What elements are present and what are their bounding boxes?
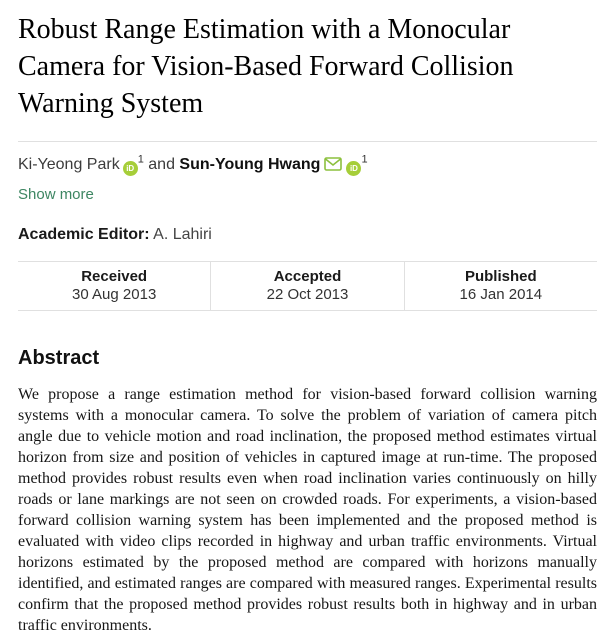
dates-table (18, 261, 597, 311)
published-label: Published (464, 268, 537, 285)
published-column (404, 262, 597, 310)
received-label: Received (81, 268, 148, 285)
authors-connector: and (143, 156, 180, 173)
envelope-icon[interactable] (324, 157, 342, 176)
title-divider (18, 141, 597, 142)
academic-editor-line (18, 226, 597, 244)
accepted-column (210, 262, 403, 310)
author-name-hwang[interactable]: Sun-Young Hwang (179, 156, 321, 173)
received-column (18, 262, 210, 310)
academic-editor-label: Academic Editor: (18, 226, 150, 243)
orcid-id-icon[interactable]: iD (123, 161, 138, 176)
abstract-heading: Abstract (18, 347, 100, 369)
accepted-label: Accepted (273, 268, 342, 285)
authors-line (18, 153, 597, 176)
affiliation-superscript: 1 (137, 153, 144, 166)
published-date: 16 Jan 2014 (459, 286, 543, 303)
received-date: 30 Aug 2013 (72, 286, 157, 303)
affiliation-superscript: 1 (361, 153, 368, 166)
article-title: Robust Range Estimation with a Monocular Camera for Vision-Based Forward Collision Warning System (18, 14, 514, 119)
accepted-date: 22 Oct 2013 (266, 286, 349, 303)
show-more-link[interactable]: Show more (18, 186, 94, 203)
author-name-park[interactable]: Ki-Yeong Park (18, 156, 120, 173)
academic-editor-name: A. Lahiri (149, 226, 212, 243)
abstract-text: We propose a range estimation method for vision-based forward collision warning systems with a monocular camera. To solve the problem of variation of camera pitch angle due to vehicle motion and road inclination, the proposed method estimates virtual horizon from size and position of vehicles in captured image at run-time. The proposed method provides robust results even when road inclination varies continuously on hilly roads or lane markings are not seen on crowded roads. For experiments, a vision-based forward collision warning system has been implemented and the proposed method is evaluated with video clips recorded in highway and urban traffic environments. Virtual horizons estimated by the proposed method are compared with horizons manually identified, and estimated ranges are compared with measured ranges. Experimental results confirm that the proposed method provides robust results both in highway and in urban traffic environments. (18, 386, 597, 634)
orcid-id-icon[interactable]: iD (346, 161, 361, 176)
